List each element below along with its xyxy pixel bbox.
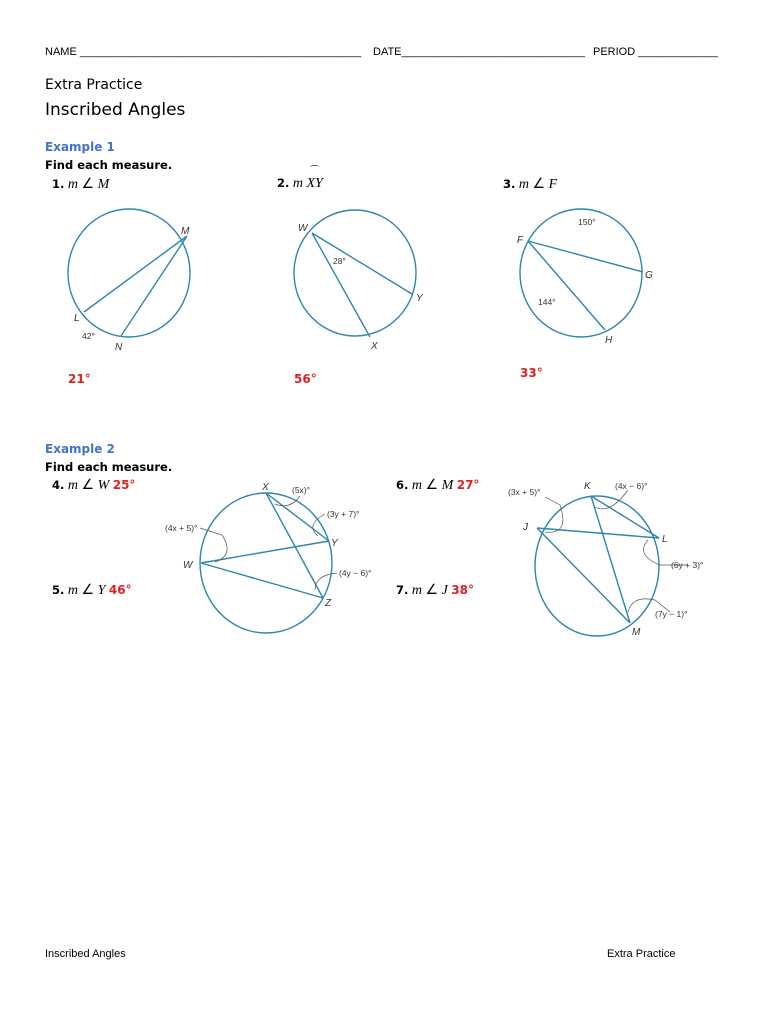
angle-symbol: ∠ bbox=[532, 177, 546, 192]
diagram-3-labels bbox=[517, 217, 653, 346]
footer-right: Extra Practice bbox=[607, 948, 676, 960]
example2-heading: Example 2 bbox=[45, 442, 115, 456]
var: M bbox=[441, 478, 454, 493]
point-label: W bbox=[183, 560, 193, 571]
m: m bbox=[518, 177, 529, 192]
point-label: J bbox=[523, 522, 528, 533]
point-label: H bbox=[605, 335, 613, 346]
angle-symbol: ∠ bbox=[81, 583, 95, 598]
point-label: M bbox=[181, 226, 190, 237]
var: W bbox=[97, 478, 110, 493]
angle-label: 28° bbox=[333, 256, 346, 266]
var: M bbox=[97, 177, 110, 192]
var: J bbox=[441, 583, 448, 598]
angle-label: (4x + 5)° bbox=[165, 523, 198, 533]
problem-number: 5. bbox=[52, 583, 65, 597]
m: m bbox=[411, 583, 422, 598]
diagram-3 bbox=[520, 209, 643, 337]
period-line: _____________ bbox=[638, 46, 718, 58]
example1-instruction: Find each measure. bbox=[45, 158, 173, 172]
diagram-4 bbox=[200, 493, 332, 633]
point-label: L bbox=[662, 534, 668, 545]
answer-4: 25° bbox=[112, 478, 136, 492]
point-label: Y bbox=[416, 293, 423, 304]
problem-number: 6. bbox=[396, 478, 409, 492]
answer-5: 46° bbox=[108, 583, 132, 597]
angle-label: (7y − 1)° bbox=[655, 609, 688, 619]
answer-1: 21° bbox=[68, 372, 91, 386]
problem-number: 1. bbox=[52, 177, 65, 191]
m: m bbox=[67, 478, 78, 493]
angle-symbol: ∠ bbox=[81, 177, 95, 192]
answer-7: 38° bbox=[451, 583, 474, 597]
angle-label: (4y − 6)° bbox=[339, 568, 372, 578]
name-label: NAME bbox=[45, 46, 77, 58]
point-label: L bbox=[74, 313, 80, 324]
problem-number: 7. bbox=[396, 583, 409, 597]
m: m bbox=[67, 583, 78, 598]
page-title: Inscribed Angles bbox=[45, 100, 186, 120]
point-label: W bbox=[298, 223, 308, 234]
period-label: PERIOD bbox=[593, 46, 636, 58]
angle-symbol: ∠ bbox=[425, 478, 439, 493]
m: m bbox=[292, 176, 303, 191]
footer-left: Inscribed Angles bbox=[45, 948, 126, 960]
title-small: Extra Practice bbox=[45, 77, 143, 93]
angle-symbol: ∠ bbox=[425, 583, 439, 598]
var: F bbox=[548, 177, 558, 192]
problem-number: 2. bbox=[277, 176, 290, 190]
answer-3: 33° bbox=[520, 366, 543, 380]
angle-label: (4x − 6)° bbox=[615, 481, 648, 491]
var: XY bbox=[306, 176, 323, 191]
point-label: X bbox=[262, 482, 269, 493]
point-label: N bbox=[115, 342, 123, 353]
diagram-1 bbox=[68, 209, 190, 337]
problem-number: 3. bbox=[503, 177, 516, 191]
answer-6: 27° bbox=[456, 478, 480, 492]
angle-label: (6y + 3)° bbox=[671, 560, 704, 570]
example2-instruction: Find each measure. bbox=[45, 460, 173, 474]
angle-symbol: ∠ bbox=[81, 478, 95, 493]
problem-number: 4. bbox=[52, 478, 65, 492]
angle-label: (5x)° bbox=[292, 485, 311, 495]
point-label: K bbox=[584, 481, 591, 492]
angle-label: (3y + 7)° bbox=[327, 509, 360, 519]
point-label: G bbox=[645, 270, 653, 281]
point-label: Y bbox=[331, 538, 338, 549]
m: m bbox=[67, 177, 78, 192]
diagram-2 bbox=[294, 210, 416, 337]
point-label: M bbox=[632, 627, 641, 638]
date-line: ______________________________ bbox=[401, 46, 586, 58]
answer-2: 56° bbox=[294, 372, 317, 386]
angle-label: (3x + 5)° bbox=[508, 487, 541, 497]
arc-label: 144° bbox=[538, 297, 556, 307]
diagram-4-labels bbox=[165, 482, 371, 609]
point-label: Z bbox=[325, 598, 332, 609]
diagram-5 bbox=[535, 496, 659, 636]
name-line: ______________________________________________ bbox=[79, 46, 362, 58]
point-label: F bbox=[517, 235, 524, 246]
var: Y bbox=[97, 583, 106, 598]
arc-label: 150° bbox=[578, 217, 596, 227]
example1-heading: Example 1 bbox=[45, 140, 115, 154]
m: m bbox=[411, 478, 422, 493]
arc-label: 42° bbox=[82, 331, 95, 341]
arc-symbol: ⌒ bbox=[309, 166, 320, 177]
diagram-1-labels bbox=[74, 226, 190, 353]
point-label: X bbox=[371, 341, 378, 352]
date-label: DATE bbox=[373, 46, 402, 58]
